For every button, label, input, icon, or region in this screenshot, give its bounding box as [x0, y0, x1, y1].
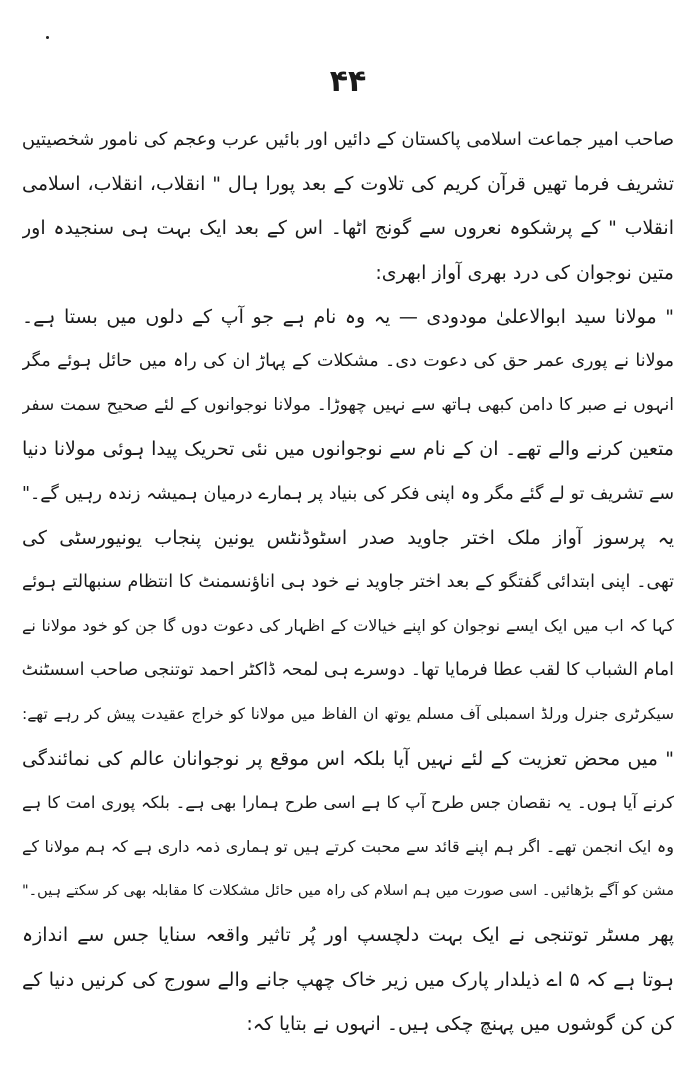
text-line: متعین کرنے والے تھے۔ ان کے نام سے نوجوانوں میں نئی تحریک پیدا ہوئی مولانا دنیا: [22, 438, 674, 461]
text-line: وہ ایک انجمن تھے۔ اگر ہم اپنے قائد سے محبت کرتے ہیں تو ہماری ذمہ داری ہے کہ ہم مولانا کے: [22, 837, 674, 856]
text-line: ہوتا ہے کہ ۵ اے ذیلدار پارک میں زیر خاک چھپ جانے والے سورج کی کرنیں دنیا کے: [22, 968, 674, 991]
body-text: [22, 118, 674, 1046]
text-line: " مولانا سید ابوالاعلیٰ مودودی — یہ وہ نام ہے جو آپ کے دلوں میں بستا ہے۔: [22, 305, 674, 328]
ink-dot: [46, 36, 49, 39]
text-line: مولانا نے پوری عمر حق کی دعوت دی۔ مشکلات کے پہاڑ ان کی راہ میں حائل ہوئے مگر: [22, 350, 674, 371]
text-line: صاحب امیر جماعت اسلامی پاکستان کے دائیں اور بائیں عرب وعجم کی نامور شخصیتیں: [22, 129, 674, 150]
text-line: تشریف فرما تھیں قرآن کریم کی تلاوت کے بعد پورا ہال " انقلاب، انقلاب، اسلامی: [22, 173, 674, 196]
text-line: سے تشریف تو لے گئے مگر وہ اپنی فکر کی بنیاد پر ہمارے درمیان ہمیشہ زندہ رہیں گے۔": [22, 483, 674, 504]
text-line: مشن کو آگے بڑھائیں۔ اسی صورت میں ہم اسلام کی راہ میں حائل مشکلات کا مقابلہ بھی کر سکتے ہیں۔": [22, 883, 674, 900]
text-line: تھی۔ اپنی ابتدائی گفتگو کے بعد اختر جاوید نے خود ہی اناؤنسمنٹ کا انتظام سنبھالتے ہوئے: [22, 571, 674, 592]
text-line: امام الشباب کا لقب عطا فرمایا تھا۔ دوسرے ہی لمحہ ڈاکٹر احمد توتنجی صاحب اسسٹنٹ: [22, 660, 674, 681]
text-line: انہوں نے صبر کا دامن کبھی ہاتھ سے نہیں چھوڑا۔ مولانا نوجوانوں کے لئے صحیح سمت سفر: [22, 395, 674, 416]
text-line: پھر مسٹر توتنجی نے ایک بہت دلچسپ اور پُر تاثیر واقعہ سنایا جس سے اندازہ: [22, 924, 674, 947]
text-line: کرنے آیا ہوں۔ یہ نقصان جس طرح آپ کا ہے اسی طرح ہمارا بھی ہے۔ بلکہ پوری امت کا ہے: [22, 792, 674, 812]
text-line: انقلاب " کے پرشکوہ نعروں سے گونج اٹھا۔ اس کے بعد ایک بہت ہی سنجیدہ اور: [22, 217, 674, 240]
text-line: کن کن گوشوں میں پہنچ چکی ہیں۔ انہوں نے بتایا کہ:: [246, 1012, 674, 1035]
text-line: یہ پرسوز آواز ملک اختر جاوید صدر اسٹوڈنٹس یونین پنجاب یونیورسٹی کی: [22, 526, 674, 549]
text-line: " میں محض تعزیت کے لئے نہیں آیا بلکہ اس موقع پر نوجوانان عالم کی نمائندگی: [22, 747, 674, 770]
text-line: سیکرٹری جنرل ورلڈ اسمبلی آف مسلم یوتھ ان الفاظ میں مولانا کو خراج عقیدت پیش کر رہے تھے:: [22, 705, 674, 724]
text-line: کہا کہ اب میں ایک ایسے نوجوان کو اپنے خیالات کے اظہار کی دعوت دوں گا جن کو خود مولانا نے: [22, 616, 674, 636]
text-line: متین نوجوان کی درد بھری آواز ابھری:: [375, 261, 674, 284]
page-number: ۴۴: [329, 64, 367, 99]
